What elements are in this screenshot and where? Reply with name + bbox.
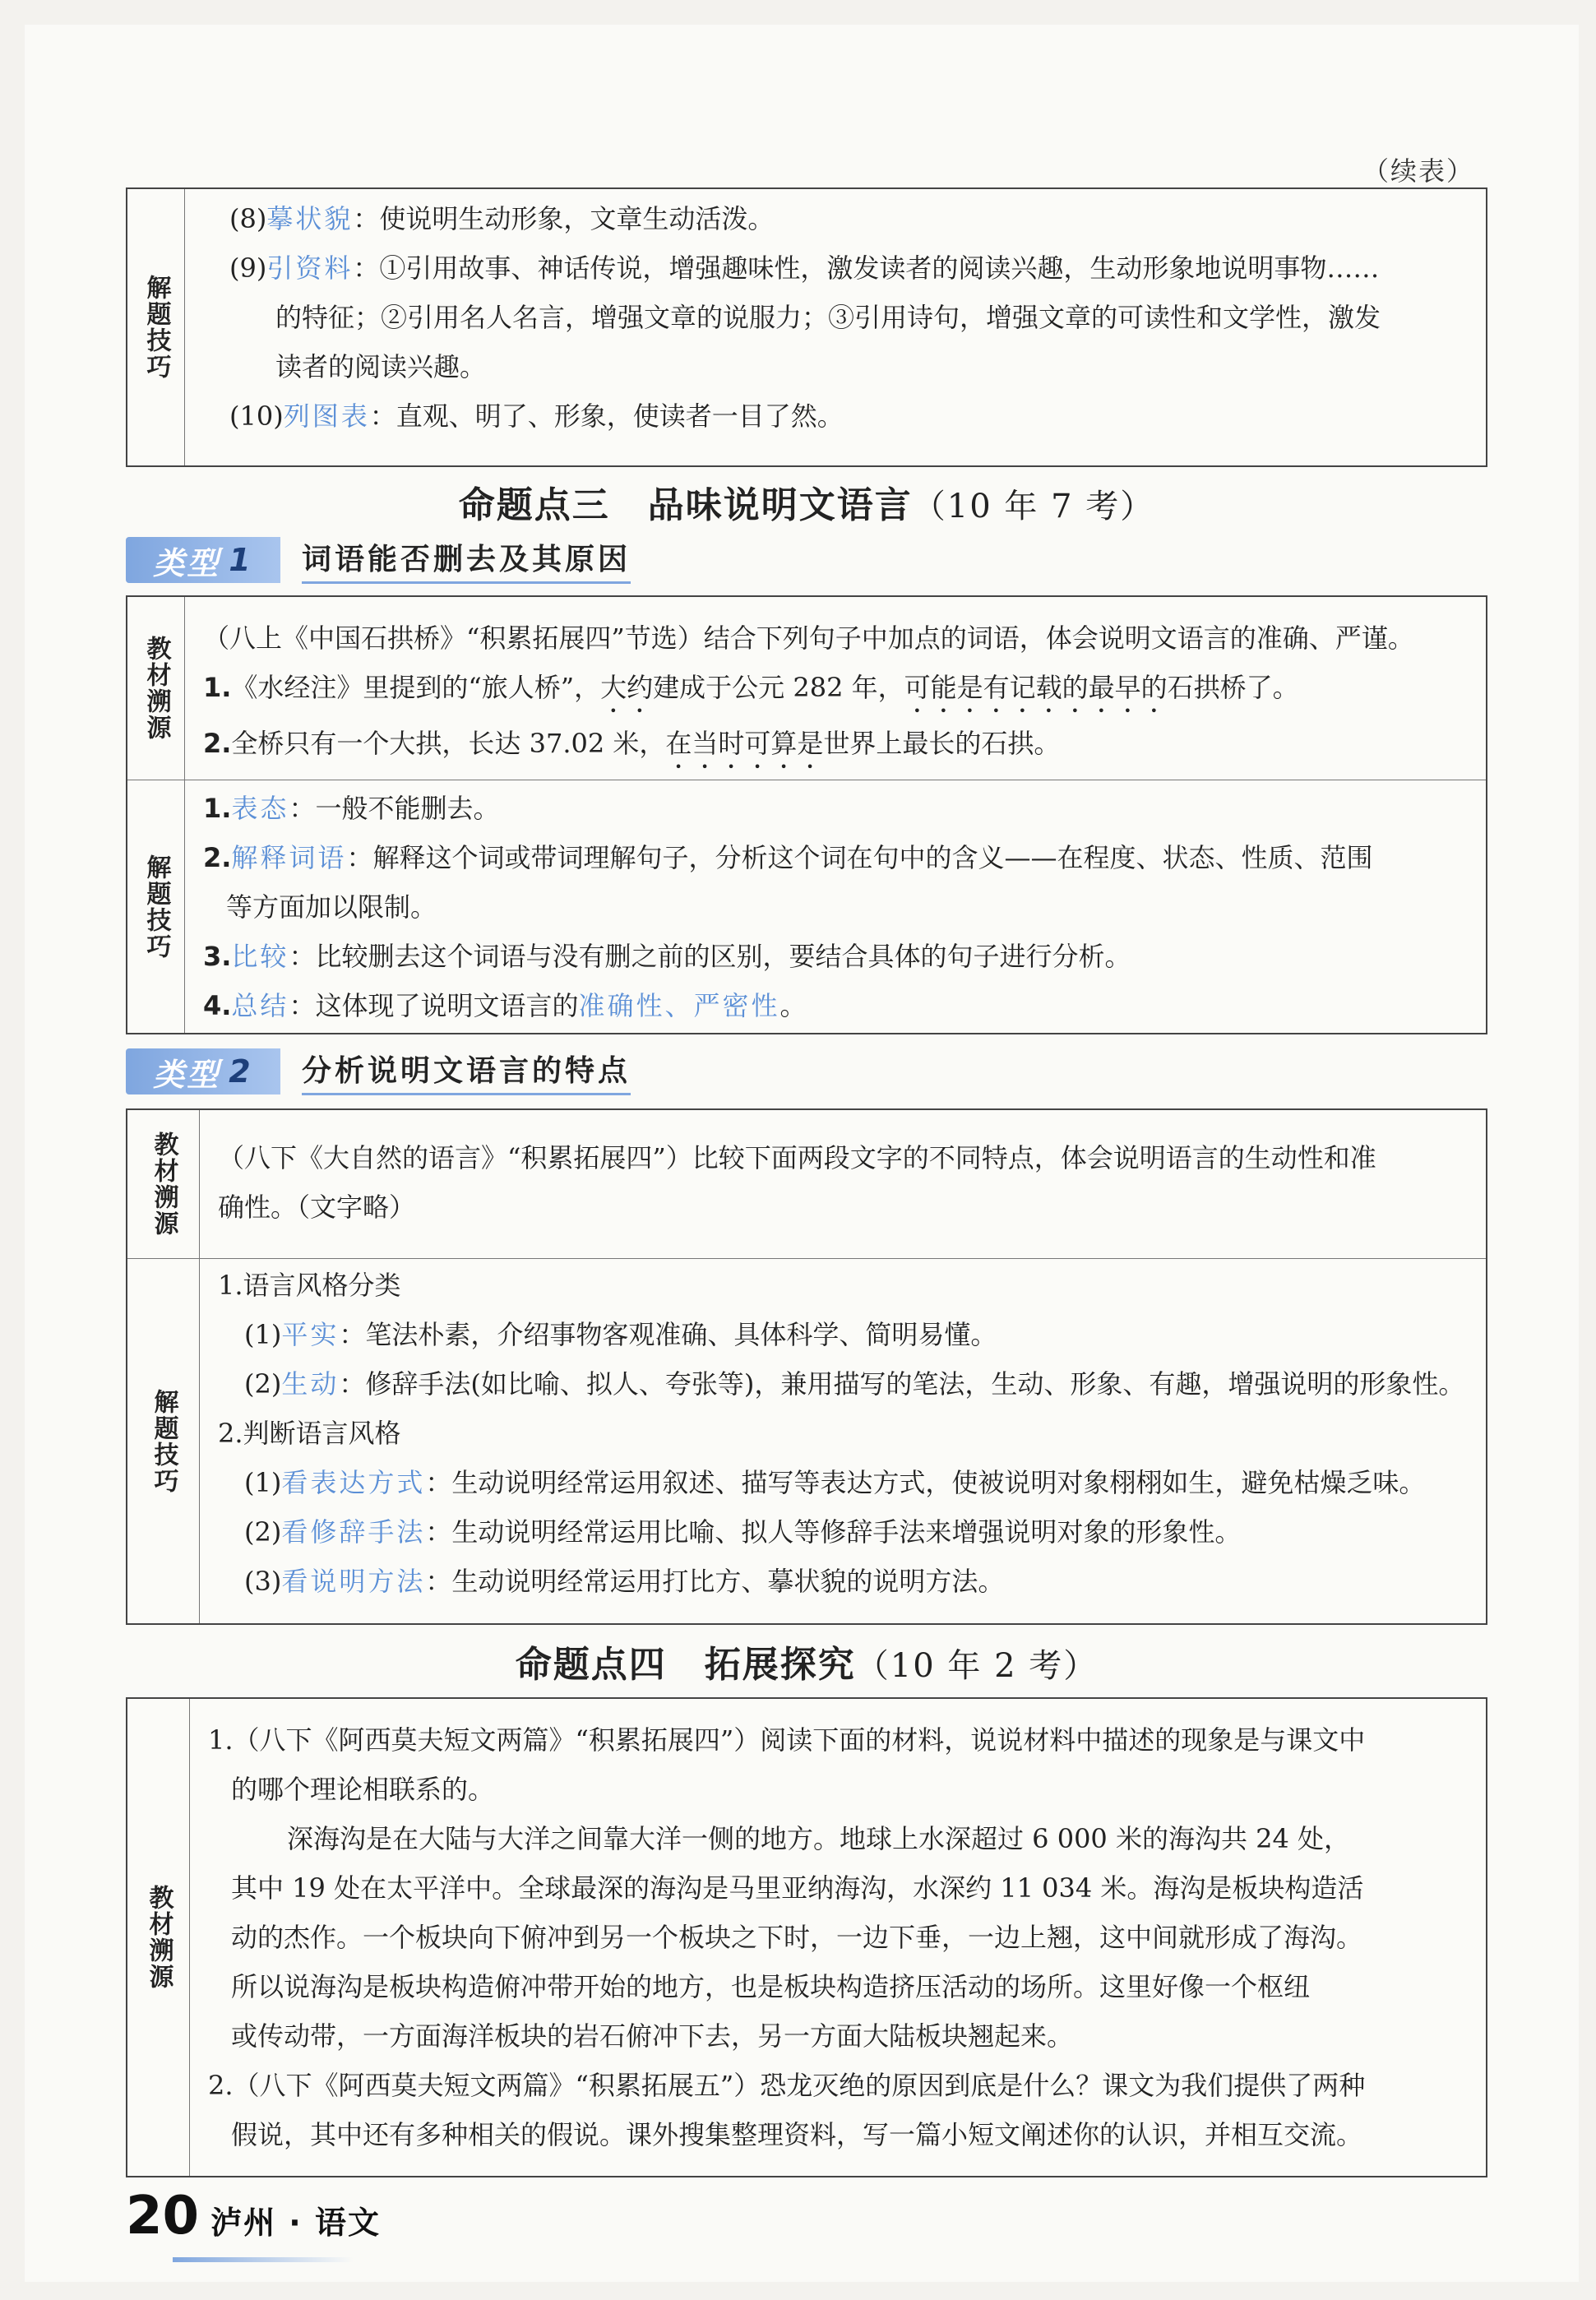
skill-line: 2.解释词语：解释这个词或带词理解句子，分析这个词在句中的含义——在程度、状态、性质、范围 [203,842,1373,873]
source-line: 假说，其中还有多种相关的假说。课外搜集整理资料，写一篇小短文阐述你的认识，并相互交流。 [231,2119,1363,2150]
row-label: 解题技巧 [127,1259,200,1623]
skill-line: 4.总结：这体现了说明文语言的准确性、严密性。 [203,990,807,1021]
skill-heading: 1.语言风格分类 [218,1270,401,1301]
skill-line: 读者的阅读兴趣。 [275,351,487,382]
source-paragraph-line: 或传动带，一方面海洋板块的岩石俯冲下去，另一方面大陆板块翘起来。 [231,2020,1074,2052]
skills-body [185,189,1486,447]
skill-line: (10)列图表：直观、明了、形象，使读者一目了然。 [229,400,844,432]
source-row [127,1110,1486,1258]
row-label: 解题技巧 [127,189,185,465]
skills-row [127,780,1486,1033]
source-paragraph-line: 动的杰作。一个板块向下俯冲到另一个板块之下时，一边下垂，一边上翘，这中间就形成了海沟。 [231,1922,1363,1953]
source-paragraph-line: 其中 19 处在太平洋中。全球最深的海沟是马里亚纳海沟，水深约 11 034 米。海沟是板块构造活 [231,1872,1364,1904]
skills-row [127,1258,1486,1623]
source-body [185,597,1486,781]
skills-table-continued [126,187,1487,467]
row-label: 教材溯源 [127,1699,190,2176]
type-title: 词语能否删去及其原因 [302,536,631,584]
skill-line: (1)看表达方式：生动说明经常运用叙述、描写等表达方式，使被说明对象栩栩如生，避免枯燥乏味。 [244,1467,1426,1498]
continued-label: （续表） [1362,155,1474,187]
type-header [126,536,631,584]
skill-line: 1.表态：一般不能删去。 [203,793,500,824]
type-header [126,1048,631,1095]
row-label: 教材溯源 [127,597,185,780]
section-heading: 命题点四 拓展探究（10 年 2 考） [515,1644,1099,1686]
skills-body [185,780,1486,1037]
type-title: 分析说明文语言的特点 [302,1048,631,1095]
source-item: 1.《水经注》里提到的“旅人桥”，大约建成于公元 282 年，可能是有记载的最早的石拱桥了。 [203,672,1299,703]
source-line: 的哪个理论相联系的。 [231,1774,495,1805]
row-label: 教材溯源 [127,1110,200,1258]
source-body [200,1110,1486,1238]
skill-line: 的特征；②引用名人名言，增强文章的说服力；③引用诗句，增强文章的可读性和文学性，激发 [275,302,1381,333]
page-footer [126,2186,381,2247]
skill-line: (2)生动：修辞手法(如比喻、拟人、夸张等)，兼用描写的笔法，生动、形象、有趣，增强说明的形象性。 [244,1368,1465,1400]
type2-table [126,1108,1487,1625]
footer-text: 泸州 · 语文 [210,2205,381,2241]
skills-row [127,189,1486,465]
skill-line: (3)看说明方法：生动说明经常运用打比方、摹状貌的说明方法。 [244,1566,1005,1597]
skill-line: (2)看修辞手法：生动说明经常运用比喻、拟人等修辞手法来增强说明对象的形象性。 [244,1516,1242,1548]
source-row [127,1699,1486,2176]
type-badge: 类型 2 [126,1048,280,1094]
source-line: 1.（八下《阿西莫夫短文两篇》“积累拓展四”）阅读下面的材料，说说材料中描述的现象是与课文中 [208,1724,1366,1756]
skill-line: (8)摹状貌：使说明生动形象，文章生动活泼。 [229,203,775,234]
extension-table [126,1697,1487,2177]
skill-line: (1)平实：笔法朴素，介绍事物客观准确、具体科学、简明易懂。 [244,1319,997,1350]
source-intro: （八上《中国石拱桥》“积累拓展四”节选）结合下列句子中加点的词语，体会说明文语言的准确、严谨。 [203,622,1414,654]
skill-line: 等方面加以限制。 [226,891,437,923]
source-line: （八下《大自然的语言》“积累拓展四”）比较下面两段文字的不同特点，体会说明语言的生动性和准 [218,1142,1376,1173]
row-label: 解题技巧 [127,780,185,1033]
page-number: 20 [126,2186,200,2247]
source-line: 2.（八下《阿西莫夫短文两篇》“积累拓展五”）恐龙灭绝的原因到底是什么？课文为我们提供了两种 [208,2070,1366,2101]
source-line: 确性。（文字略） [218,1192,416,1223]
source-paragraph-line: 所以说海沟是板块构造俯冲带开始的地方，也是板块构造挤压活动的场所。这里好像一个枢纽 [231,1971,1311,2002]
footer-accent-bar [173,2257,354,2262]
skills-body [200,1259,1486,1613]
skill-line: (9)引资料：①引用故事、神话传说，增强趣味性，激发读者的阅读兴趣，生动形象地说明事物…… [229,252,1380,284]
section-heading: 命题点三 品味说明文语言（10 年 7 考） [458,484,1155,526]
type-badge: 类型 1 [126,537,280,583]
source-paragraph-line: 深海沟是在大陆与大洋之间靠大洋一侧的地方。地球上水深超过 6 000 米的海沟共 24 处， [287,1823,1351,1854]
type1-table [126,595,1487,1034]
source-row [127,597,1486,780]
skill-heading: 2.判断语言风格 [218,1418,401,1449]
source-body [190,1699,1486,2166]
skill-line: 3.比较：比较删去这个词语与没有删之前的区别，要结合具体的句子进行分析。 [203,941,1131,972]
source-item: 2.全桥只有一个大拱，长达 37.02 米，在当时可算是世界上最长的石拱。 [203,728,1061,759]
